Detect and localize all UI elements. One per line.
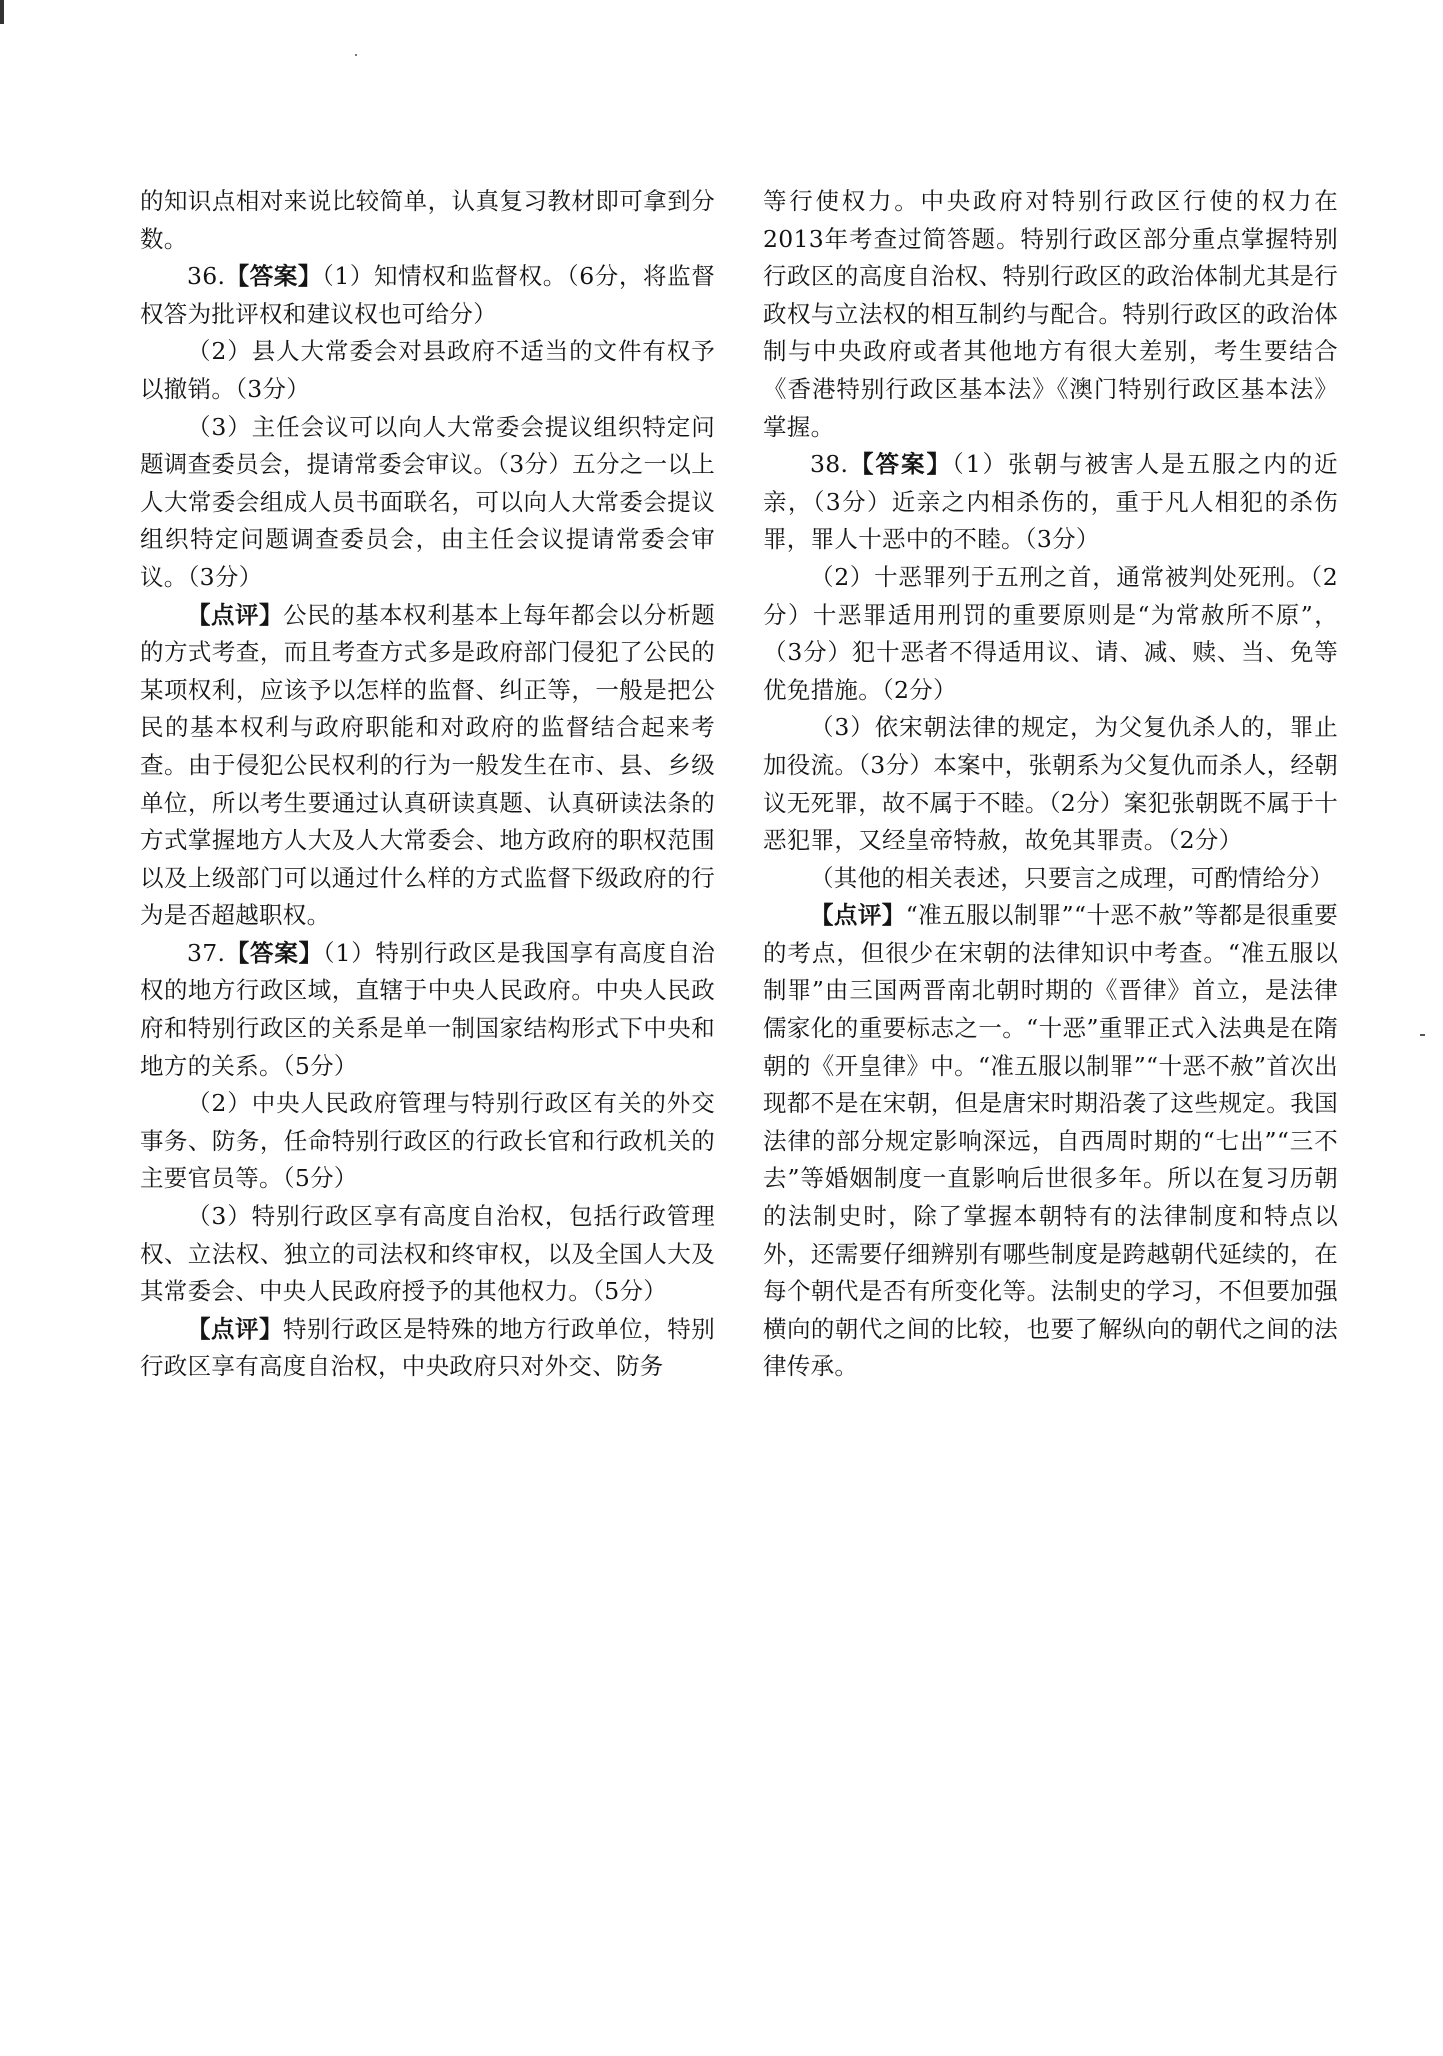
q36-answer-paragraph — [140, 258, 715, 333]
comment-label: 【点评】 — [187, 600, 284, 629]
question-number: 36. — [187, 262, 226, 291]
answer-paragraph: （3）主任会议可以向人大常委会提议组织特定问题调查委员会，提请常委会审议。（3分）五分之一以上人大常委会组成人员书面联名，可以向人大常委会提议组织特定问题调查委员会，由主任会议提请常委会审议。（3分） — [140, 412, 715, 591]
answer-label: 【答案】 — [225, 938, 323, 967]
q37-comment-continuation: 等行使权力。中央政府对特别行政区行使的权力在2013年考查过简答题。特别行政区部分重点掌握特别行政区的高度自治权、特别行政区的政治体制尤其是行政权与立法权的相互制约与配合。特别行政区的政治体制与中央政府或者其他地方有很大差别，考生要结合《香港特别行政区基本法》《澳门特别行政区基本法》掌握。 — [763, 187, 1338, 441]
answer-paragraph: （2）中央人民政府管理与特别行政区有关的外交事务、防务，任命特别行政区的行政长官和行政机关的主要官员等。（5分） — [140, 1089, 715, 1193]
question-number: 37. — [187, 938, 226, 967]
scan-speck — [355, 54, 357, 56]
q37-comment-paragraph — [140, 1311, 715, 1386]
q38-comment-paragraph — [763, 897, 1338, 1386]
grading-note: （其他的相关表述，只要言之成理，可酌情给分） — [810, 863, 1334, 892]
answer-text: （1）张朝与被害人是五服之内的近亲，（3分）近亲之内相杀伤的，重于凡人相犯的杀伤罪，罪人十恶中的不睦。（3分） — [763, 450, 1338, 554]
q36-comment-paragraph — [140, 597, 715, 935]
answer-label: 【答案】 — [848, 450, 952, 479]
comment-label: 【点评】 — [187, 1314, 284, 1343]
left-column — [140, 183, 715, 1386]
answer-paragraph: （3）特别行政区享有高度自治权，包括行政管理权、立法权、独立的司法权和终审权，以及全国人大及其常委会、中央人民政府授予的其他权力。（5分） — [140, 1202, 715, 1306]
answer-paragraph: （2）县人大常委会对县政府不适当的文件有权予以撤销。（3分） — [140, 337, 715, 403]
answer-paragraph: （3）依宋朝法律的规定，为父复仇杀人的，罪止加役流。（3分）本案中，张朝系为父复仇而杀人，经朝议无死罪，故不属于不睦。（2分）案犯张朝既不属于十恶犯罪，又经皇帝特赦，故免其罪责。（2分） — [763, 713, 1338, 855]
comment-text: 公民的基本权利基本上每年都会以分析题的方式考查，而且考查方式多是政府部门侵犯了公民的某项权利，应该予以怎样的监督、纠正等，一般是把公民的基本权利与政府职能和对政府的监督结合起来考查。由于侵犯公民权利的行为一般发生在市、县、乡级单位，所以考生要通过认真研读真题、认真研读法条的方式掌握地方人大及人大常委会、地方政府的职权范围以及上级部门可以通过什么样的方式监督下级政府的行为是否超越职权。 — [140, 600, 716, 930]
answer-text: （1）特别行政区是我国享有高度自治权的地方行政区域，直辖于中央人民政府。中央人民政府和特别行政区的关系是单一制国家结构形式下中央和地方的关系。（5分） — [140, 938, 715, 1080]
comment-text: 特别行政区是特殊的地方行政单位，特别行政区享有高度自治权，中央政府只对外交、防务 — [140, 1314, 716, 1381]
comment-text: “准五服以制罪”“十恶不赦”等都是很重要的考点，但很少在宋朝的法律知识中考查。“准五服以制罪”由三国两晋南北朝时期的《晋律》首立，是法律儒家化的重要标志之一。“十恶”重罪正式入法典是在隋朝的《开皇律》中。“准五服以制罪”“十恶不赦”首次出现都不是在宋朝，但是唐宋时期沿袭了这些规定。我国法律的部分规定影响深远，自西周时期的“七出”“三不去”等婚姻制度一直影响后世很多年。所以在复习历朝的法制史时，除了掌握本朝特有的法律制度和特点以外，还需要仔细辨别有哪些制度是跨越朝代延续的，在每个朝代是否有所变化等。法制史的学习，不但要加强横向的朝代之间的比较，也要了解纵向的朝代之间的法律传承。 — [763, 901, 1338, 1381]
scan-speck — [1420, 1034, 1425, 1036]
intro-paragraph: 的知识点相对来说比较简单，认真复习教材即可拿到分数。 — [140, 187, 715, 253]
question-number: 38. — [810, 450, 849, 479]
answer-label: 【答案】 — [225, 262, 323, 291]
comment-label: 【点评】 — [810, 901, 906, 930]
answer-text: （1）知情权和监督权。（6分，将监督权答为批评权和建议权也可给分） — [140, 262, 715, 328]
q38-answer-paragraph — [763, 446, 1338, 559]
answer-paragraph: （2）十恶罪列于五刑之首，通常被判处死刑。（2分）十恶罪适用刑罚的重要原则是“为常赦所不原”，（3分）犯十恶者不得适用议、请、减、赎、当、免等优免措施。（2分） — [763, 562, 1338, 704]
right-column — [763, 183, 1338, 1386]
q37-answer-paragraph — [140, 935, 715, 1085]
scan-edge-mark — [0, 0, 4, 24]
